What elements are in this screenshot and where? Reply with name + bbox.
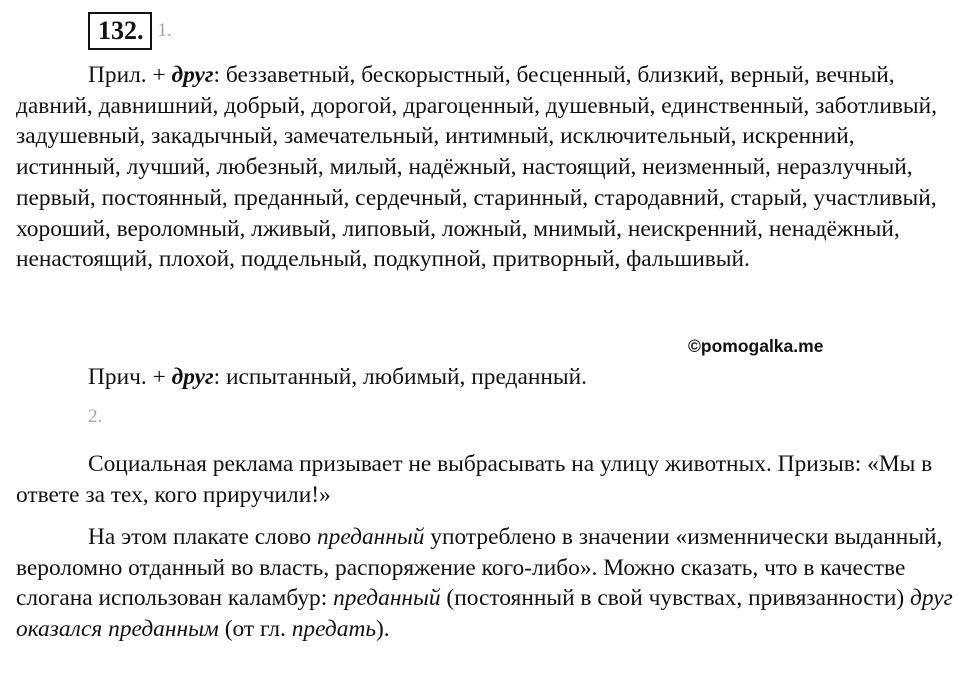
exercise-number: 132. — [88, 12, 152, 50]
para2-text: : испытанный, любимый, преданный. — [213, 364, 587, 390]
paragraph-analysis — [16, 522, 956, 645]
para2-keyword: друг — [171, 364, 214, 390]
paragraph-adjectives — [16, 60, 956, 275]
para4-i2: преданный — [333, 585, 441, 612]
para4-t1: На этом плакате слово — [88, 524, 317, 550]
para1-lead: Прил. + — [88, 62, 172, 88]
para4-i4: предать — [291, 616, 376, 643]
para4-t5: ). — [376, 616, 390, 643]
para4-t3: (постоянный в свой чувствах, привязанности) — [440, 585, 911, 612]
para1-keyword: друг — [171, 62, 214, 88]
para4-i3: друг оказался преданным — [16, 585, 953, 643]
para1-text: : беззаветный, бескорыстный, бесценный, близкий, верный, вечный, давний, давнишний, добрый, дорогой, драгоценный, душевный, единственный, заботливый, задушевный, закадычный, замечательный, интимный, исключительный, искренний, истинный, лучший, любезный, милый, надёжный, настоящий, неизменный, неразлучный, первый, постоянный, преданный, сердечный, старинный, стародавний, старый, участливый, хороший, вероломный, лживый, липовый, ложный, мнимый, неискренний, ненадёжный, ненастоящий, плохой, поддельный, подкупной, притворный, фальшивый. — [16, 62, 937, 273]
paragraph-participles — [16, 362, 956, 393]
subtask-2-label: 2. — [88, 406, 103, 427]
para4-t2: употреблено в значении «изменнически выданный, вероломно отданный во власть, распоряжение кого-либо». Можно сказать, что в качестве слогана использован каламбур: — [16, 524, 943, 612]
subtask-1-label: 1. — [157, 20, 172, 41]
watermark: ©pomogalka.me — [688, 336, 824, 356]
para2-lead: Прич. + — [88, 364, 172, 390]
exercise-header — [88, 12, 172, 52]
para4-t4: (от гл. — [218, 616, 292, 643]
paragraph-social-ad: Социальная реклама призывает не выбрасывать на улицу животных. Призыв: «Мы в ответе за тех, кого приручили!» — [16, 451, 933, 508]
para4-i1: преданный — [316, 524, 425, 550]
